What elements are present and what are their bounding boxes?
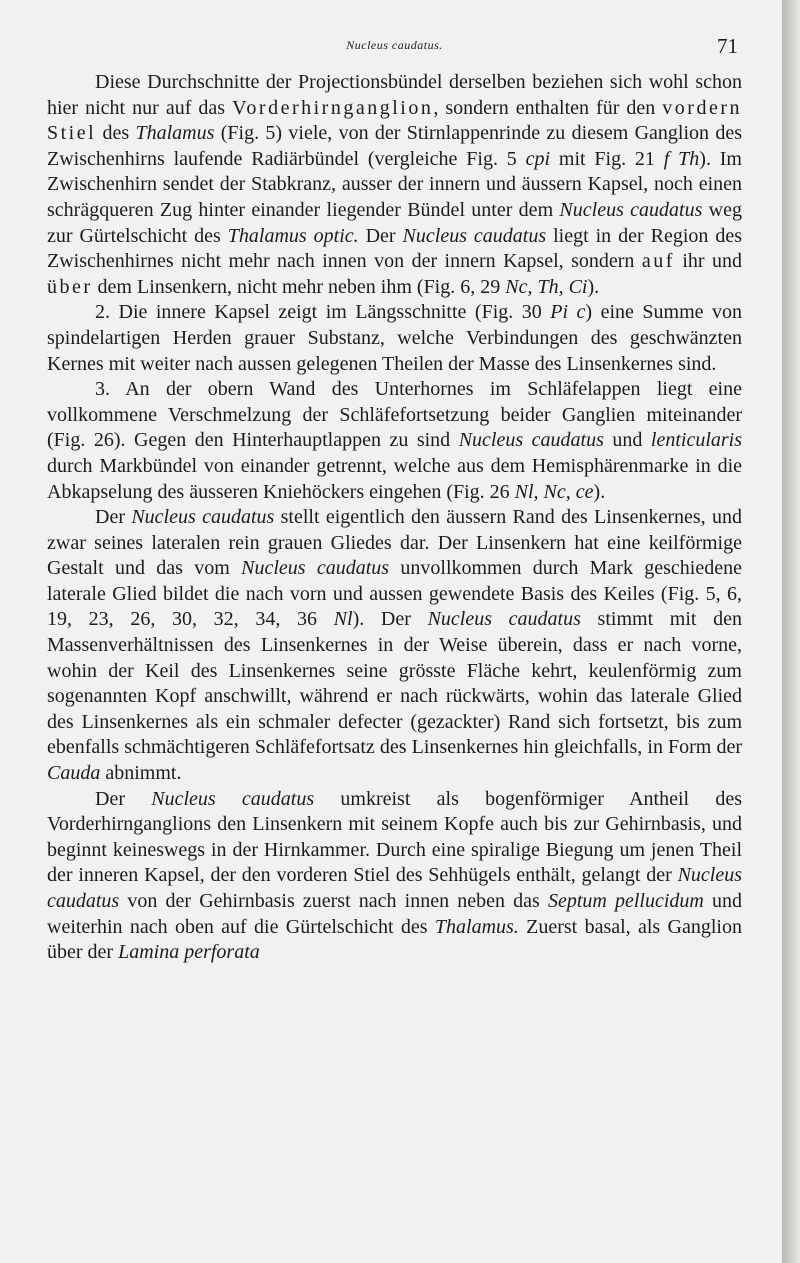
text-run: weg zur Gürtelschicht des [47, 198, 742, 247]
italic-term: Septum pellucidum [547, 890, 704, 912]
text-run: liegt in der Region des Zwischenhirnes nicht mehr nach innen von der innern Kapsel, sondern [47, 224, 742, 273]
paragraph [47, 70, 742, 300]
spaced-emphasis: vordern Stiel [47, 96, 742, 145]
page-header [47, 26, 742, 70]
italic-term: lenticularis [650, 429, 743, 452]
italic-term: f Th [663, 147, 700, 170]
text-run: und [603, 429, 651, 452]
text-run: dem Linsenkern, nicht mehr neben ihm (Fig. 6, 29 [92, 275, 506, 298]
paragraph [47, 787, 742, 966]
text-run: ). [593, 480, 606, 503]
italic-term: Nucleus caudatus [241, 557, 390, 580]
italic-term: Cauda [47, 762, 101, 785]
text-run: ihr und [674, 250, 742, 273]
text-run: des [96, 122, 136, 145]
text-run: Der [95, 787, 152, 810]
text-run: (Fig. 5) viele, von der Stirnlappenrinde zu diesem Ganglion des Zwischenhirns laufende Radiärbündel (vergleiche Fig. 5 [47, 122, 743, 170]
spaced-emphasis: Vorderhirnganglion [232, 96, 434, 119]
text-run: 3. An der obern Wand des Unterhornes im Schläfelappen liegt eine vollkommene Verschmelzung der Schläfefortsetzung beider Ganglien miteinander (Fig. 26). Gegen den Hinterhauptlappen zu sind [47, 378, 742, 452]
text-run: , sondern enthalten für den [433, 96, 663, 119]
italic-term: Nl, Nc, ce [514, 480, 594, 503]
italic-term: cpi [525, 147, 551, 170]
text-run: Diese Durchschnitte der Projectionsbündel derselben beziehen sich wohl schon hier nicht nur auf das [47, 71, 742, 119]
text-run: stimmt mit den Massenverhältnissen des Linsenkernes in der Weise überein, dass er nach vorne, wohin der Keil des Linsenkernes seine grösste Fläche kehrt, keulenförmig zum sogenannten Kopf anschwillt, während er nach rückwärts, wohin das laterale Glied des Linsenkernes als ein schmaler defecter (gezackter) Rand sich fortsetzt, bis zum ebenfalls schmächtigeren Schläfefortsatz des Linsenkernes hin gleichfalls, in Form der [47, 608, 743, 759]
text-run: von der Gehirnbasis zuerst nach innen neben das [119, 890, 548, 912]
text-run: Der [95, 506, 132, 529]
italic-term: Lamina perforata [118, 941, 260, 964]
paragraph [47, 505, 742, 787]
text-run: stellt eigentlich den äussern Rand des Linsenkernes, und zwar seines lateralen rein grauen Gliedes dar. Der Linsenkern hat eine keilförmige Gestalt und das vom [47, 506, 743, 580]
text-run: ) eine Summe von spindelartigen Herden grauer Substanz, welche Verbindungen des geschwänzten Kernes mit weiter nach aussen gelegenen Theilen der Masse des Linsenkernes sind. [47, 301, 742, 375]
text-run: ). [587, 275, 600, 298]
text-run: Zuerst basal, als Ganglion über der [47, 915, 742, 964]
text-run: ). Im Zwischenhirn sendet der Stabkranz, ausser der innern und äussern Kapsel, noch einen schrägqueren Zug hinter einander liegender Bündel unter dem [47, 147, 742, 221]
italic-term: Thalamus. [434, 915, 519, 938]
italic-term: Nucleus caudatus [559, 198, 703, 221]
text-run: ). Der [352, 608, 428, 631]
spaced-emphasis: über [47, 275, 93, 298]
italic-term: Nucleus caudatus [151, 787, 315, 810]
italic-term: Nucleus caudatus [427, 608, 581, 631]
text-run: Der [358, 224, 403, 247]
text-run: durch Markbündel von einander getrennt, welche aus dem Hemisphärenmarke in die Abkapselung des äusseren Kniehöckers eingehen (Fig. 26 [47, 454, 742, 503]
italic-term: Nucleus caudatus [458, 429, 604, 452]
italic-term: Nucleus caudatus [402, 224, 547, 247]
italic-term: Nl [333, 608, 353, 631]
italic-term: Thalamus [135, 122, 215, 145]
paragraph [47, 300, 742, 377]
page-edge-shadow [782, 0, 800, 1263]
text-run: abnimmt. [100, 762, 182, 785]
body-text [47, 70, 742, 966]
italic-term: Thalamus optic. [227, 224, 359, 247]
text-run: 2. Die innere Kapsel zeigt im Längsschnitte (Fig. 30 [95, 301, 551, 324]
text-run: umkreist als bogenförmiger Antheil des Vorderhirnganglions den Linsenkern mit seinem Kopfe auch bis zur Gehirnbasis, und beginnt keineswegs in der Hirnkammer. Durch eine spiralige Biegung um jenen Theil der inneren Kapsel, der den vorderen Stiel des Sehhügels enthält, gelangt der [47, 787, 742, 887]
spaced-emphasis: auf [641, 250, 675, 273]
paragraph [47, 377, 742, 505]
text-run: und weiterhin nach oben auf die Gürtelschicht des [47, 890, 742, 938]
italic-term: Pi c [550, 301, 586, 324]
italic-term: Nc, Th, Ci [505, 275, 588, 298]
italic-term: Nucleus caudatus [131, 506, 275, 529]
running-title: Nucleus caudatus. [346, 38, 443, 52]
page-number: 71 [717, 34, 738, 58]
text-run: unvollkommen durch Mark geschiedene laterale Glied bildet die nach vorn und aussen gewendete Basis des Keiles (Fig. 5, 6, 19, 23, 26, 30, 32, 34, 36 [47, 557, 742, 631]
italic-term: Nucleus caudatus [47, 864, 742, 912]
text-run: mit Fig. 21 [550, 147, 664, 170]
